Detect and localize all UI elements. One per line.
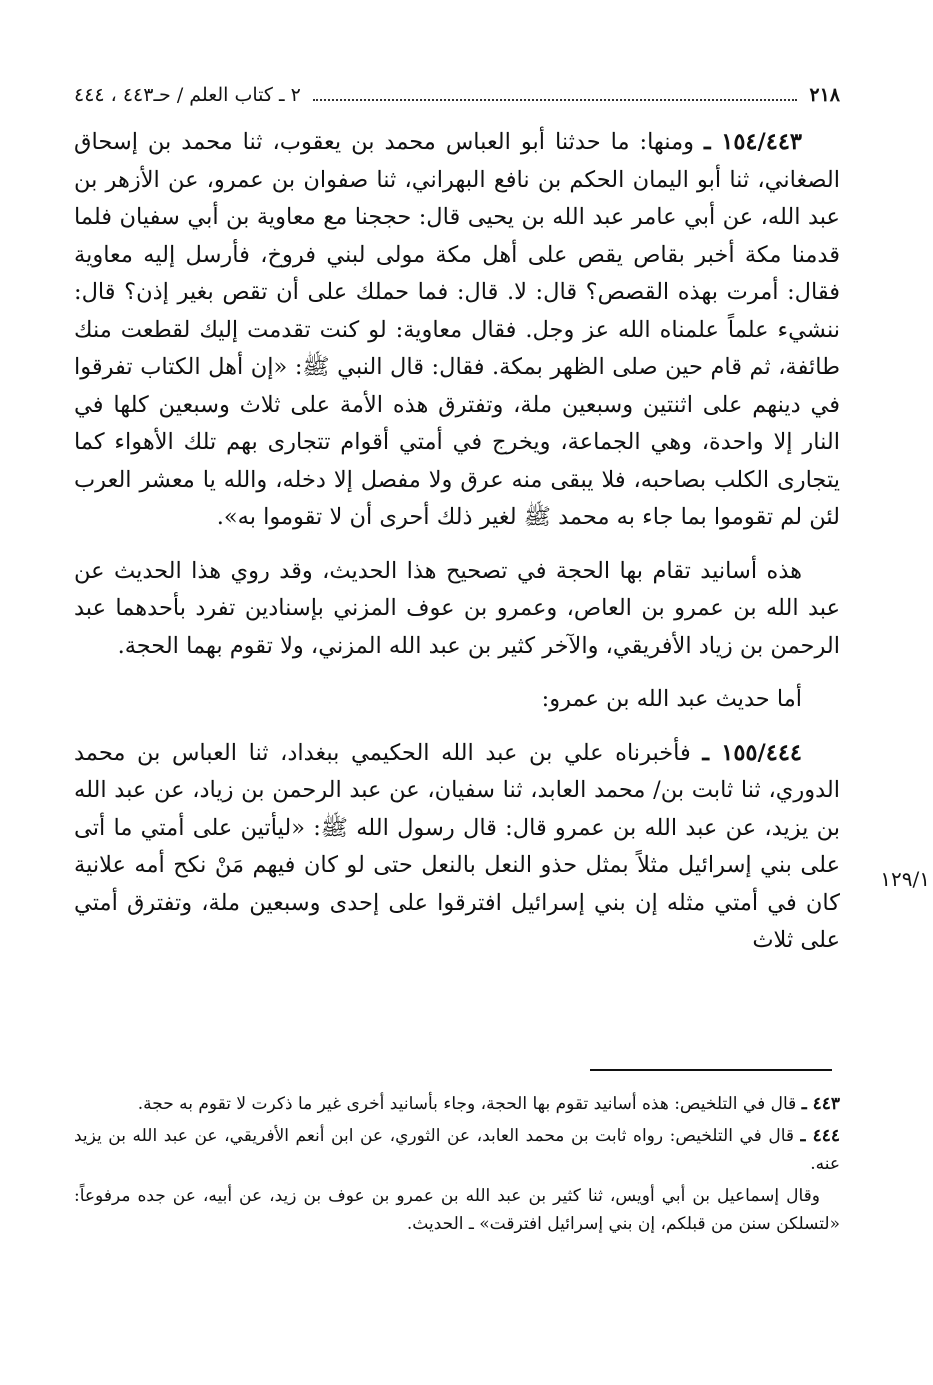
footnote-text: قال في التلخيص: هذه أسانيد تقوم بها الحجة، وجاء بأسانيد أخرى غير ما ذكرت لا تقوم به حجة. [137,1094,797,1114]
footnote-444 [74,1122,840,1178]
hadith-number: ١٥٤/٤٤٣ ـ [704,129,802,155]
main-text [74,124,840,960]
hadith-443 [74,124,840,537]
running-title: ٢ ـ كتاب العلم / حـ٤٤٣ ، ٤٤٤ [74,84,301,106]
book-page [74,84,840,960]
footnote-444-continued [74,1182,840,1238]
commentary-paragraph: هذه أسانيد تقام بها الحجة في تصحيح هذا الحديث، وقد روي هذا الحديث عن عبد الله بن عمرو بن العاص، وعمرو بن عوف المزني بإسنادين تفرد بأحدهما عبد الرحمن بن زياد الأفريقي، والآخر كثير بن عبد الله المزني، ولا تقوم بهما الحجة. [74,557,840,659]
footnote-divider [590,1069,832,1071]
footnote-number: ٤٤٣ ـ [801,1094,840,1114]
footnote-text: قال في التلخيص: رواه ثابت بن محمد العابد، عن الثوري، عن ابن أنعم الأفريقي، عن عبد الله بن يزيد عنه. [74,1126,840,1174]
footnote-443 [74,1090,840,1118]
hadith-444 [74,735,840,960]
hadith-text: ومنها: ما حدثنا أبو العباس محمد بن يعقوب، ثنا محمد بن إسحاق الصغاني، ثنا أبو اليمان الحكم بن نافع البهراني، ثنا صفوان بن عمرو، عن الأزهر بن عبد الله، عن أبي عامر عبد الله بن يحيى قال: حججنا مع معاوية بن أبي سفيان فلما قدمنا مكة أخبر بقاص يقص على أهل مكة مولى لبني فروخ، فأرسل إليه معاوية فقال: أمرت بهذه القصص؟ قال: لا. قال: فما حملك على أن تقص بغير إذن؟ قال: ننشيء علماً علمناه الله عز وجل. فقال معاوية: لو كنت تقدمت إليك لقطعت منك طائفة، ثم قام حين صلى الظهر بمكة. فقال: قال النبي ﷺ: «إن أهل الكتاب تفرقوا في دينهم على اثنتين وسبعين ملة، وتفترق هذه الأمة على ثلاث وسبعين كلها في النار إلا واحدة، وهي الجماعة، ويخرج في أمتي أقوام تتجارى بهم تلك الأهواء كما يتجارى الكلب بصاحبه، فلا يبقى منه عرق ولا مفصل إلا دخله، والله يا معشر العرب لئن لم تقوموا بما جاء به محمد ﷺ لغير ذلك أحرى أن لا تقوموا به». [74,129,840,530]
header-leader-dots [313,85,798,101]
footnote-text: وقال إسماعيل بن أبي أويس، ثنا كثير بن عبد الله بن عمرو بن عوف بن زيد، عن أبيه، عن جده مرفوعاً: «لتسلكن سنن من قبلكم، إن بني إسرائيل افترقت» ـ الحديث. [74,1186,840,1234]
section-intro: أما حديث عبد الله بن عمرو: [541,686,802,712]
footnotes [74,1090,840,1242]
page-number: ٢١٨ [809,84,840,106]
hadith-number: ١٥٥/٤٤٤ ـ [702,739,802,766]
page-header [74,84,840,116]
footnote-number: ٤٤٤ ـ [800,1126,840,1146]
hadith-text: فأخبرناه علي بن عبد الله الحكيمي ببغداد، ثنا العباس بن محمد الدوري، ثنا ثابت بن/ محمد العابد، ثنا سفيان، عن عبد الرحمن بن زياد، عن عبد الله بن يزيد، عن عبد الله بن عمرو قال: قال رسول الله ﷺ: «ليأتين على أمتي ما أتى على بني إسرائيل مثلاً بمثل حذو النعل بالنعل حتى لو كان فيهم مَنْ نكح أمه علانية كان في أمتي مثله إن بني إسرائيل افترقوا على إحدى وسبعين ملة، وتفترق أمتي على ثلاث [74,739,841,953]
manuscript-margin-note: ١٢٩/١ [880,867,930,891]
